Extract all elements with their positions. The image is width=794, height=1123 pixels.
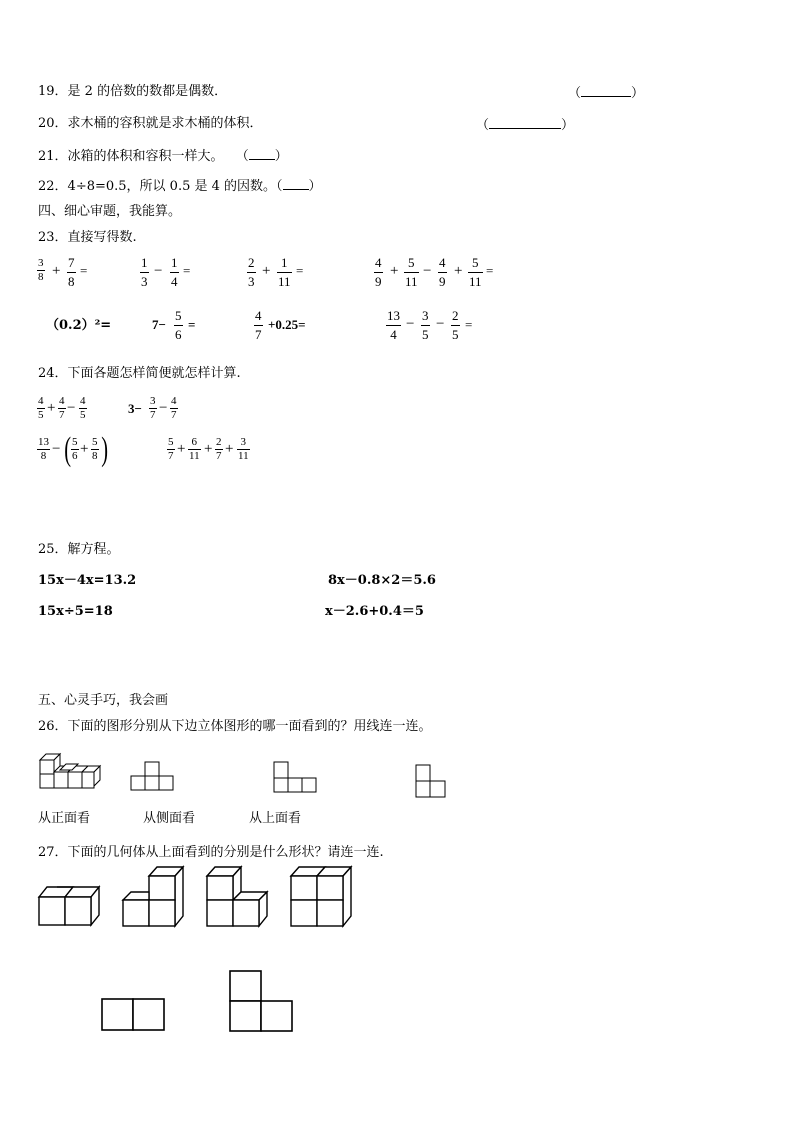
item-21: 21．冰箱的体积和容积一样大。 （ ）: [38, 149, 288, 164]
fraction: 1 4: [171, 255, 178, 289]
item-number: 19．: [38, 84, 68, 99]
fraction: 3 7: [150, 395, 156, 421]
fraction: 1 11: [278, 255, 291, 289]
fraction: 4 7: [255, 308, 262, 342]
q24-title: 24．下面各题怎样简便就怎样计算.: [38, 366, 241, 381]
fraction: 4 7: [59, 395, 65, 421]
fraction: 4 7: [171, 395, 177, 421]
caption-top-view: 从上面看: [249, 811, 302, 826]
fraction: 13 8: [38, 436, 49, 462]
fraction: 1 3: [141, 255, 148, 289]
answer-blank[interactable]: [283, 177, 309, 190]
item-20: [38, 116, 263, 132]
answer-box-20[interactable]: （ ）: [476, 118, 575, 133]
caption-front-view: 从正面看: [38, 811, 91, 826]
fraction: 5 6: [72, 436, 78, 462]
item-number: 22．: [38, 179, 68, 194]
fraction: 13 4: [387, 308, 400, 342]
answer-blank[interactable]: [249, 147, 275, 160]
answer-blank[interactable]: [581, 84, 631, 97]
view-shape-c: [415, 764, 449, 800]
fraction: 5 8: [92, 436, 98, 462]
fraction: 4 9: [375, 255, 382, 289]
q25-title: 25．解方程。: [38, 542, 120, 557]
equation-3: 15x÷5=18: [38, 604, 113, 619]
fraction: 2 3: [248, 255, 255, 289]
fraction: 3 11: [238, 436, 249, 462]
item-text: 冰箱的体积和容积一样大。: [67, 149, 224, 164]
section-4-heading: 四、细心审题，我能算。: [38, 204, 182, 219]
top-view-shape-2: [229, 970, 293, 1032]
fraction: 4 5: [80, 395, 86, 421]
fraction: 7 8: [68, 255, 75, 289]
top-view-shape-1: [101, 998, 165, 1032]
fraction: 5 11: [405, 255, 418, 289]
fraction: 4 5: [38, 395, 44, 421]
item-number: 20．: [38, 116, 68, 131]
fraction: 3 8: [38, 257, 44, 283]
answer-blank[interactable]: [489, 116, 561, 129]
fraction: 4 9: [439, 255, 446, 289]
fraction: 5 6: [175, 308, 182, 342]
solid-2: [122, 866, 184, 928]
item-number: 21．: [38, 149, 68, 164]
item-text: 求木桶的容积就是求木桶的体积．: [67, 116, 263, 131]
solid-4: [290, 866, 352, 928]
item-text: 是 2 的倍数的数都是偶数．: [67, 84, 228, 99]
solid-1: [38, 883, 100, 927]
solid-3: [206, 866, 268, 928]
answer-box-19[interactable]: （ ）: [568, 86, 645, 101]
item-22: 22．4÷8=0.5，所以 0.5 是 4 的因数。（ ）: [38, 179, 322, 194]
fraction: 2 7: [216, 436, 222, 462]
fraction: 2 5: [452, 308, 459, 342]
section-5-heading: 五、心灵手巧，我会画: [38, 693, 169, 708]
caption-side-view: 从侧面看: [143, 811, 196, 826]
solid-figure: [38, 752, 102, 796]
view-shape-b: [273, 761, 323, 795]
fraction: 3 5: [422, 308, 429, 342]
fraction: 5 11: [469, 255, 482, 289]
fraction: 5 7: [168, 436, 174, 462]
equation-4: x－2.6+0.4＝5: [325, 604, 424, 619]
item-text: 4÷8=0.5，所以 0.5 是 4 的因数。: [67, 179, 277, 194]
q27-title: 27．下面的几何体从上面看到的分别是什么形状？请连一连.: [38, 845, 384, 860]
item-19: [38, 84, 227, 100]
q23-title: 23．直接写得数.: [38, 230, 137, 245]
view-shape-a: [130, 761, 180, 793]
equation-1: 15x－4x=13.2: [38, 573, 137, 588]
equation-2: 8x－0.8×2＝5.6: [328, 573, 436, 588]
q26-title: 26．下面的图形分别从下边立体图形的哪一面看到的？用线连一连。: [38, 719, 432, 734]
q23-expr-5: （0.2）²=: [46, 318, 112, 333]
fraction: 6 11: [189, 436, 200, 462]
